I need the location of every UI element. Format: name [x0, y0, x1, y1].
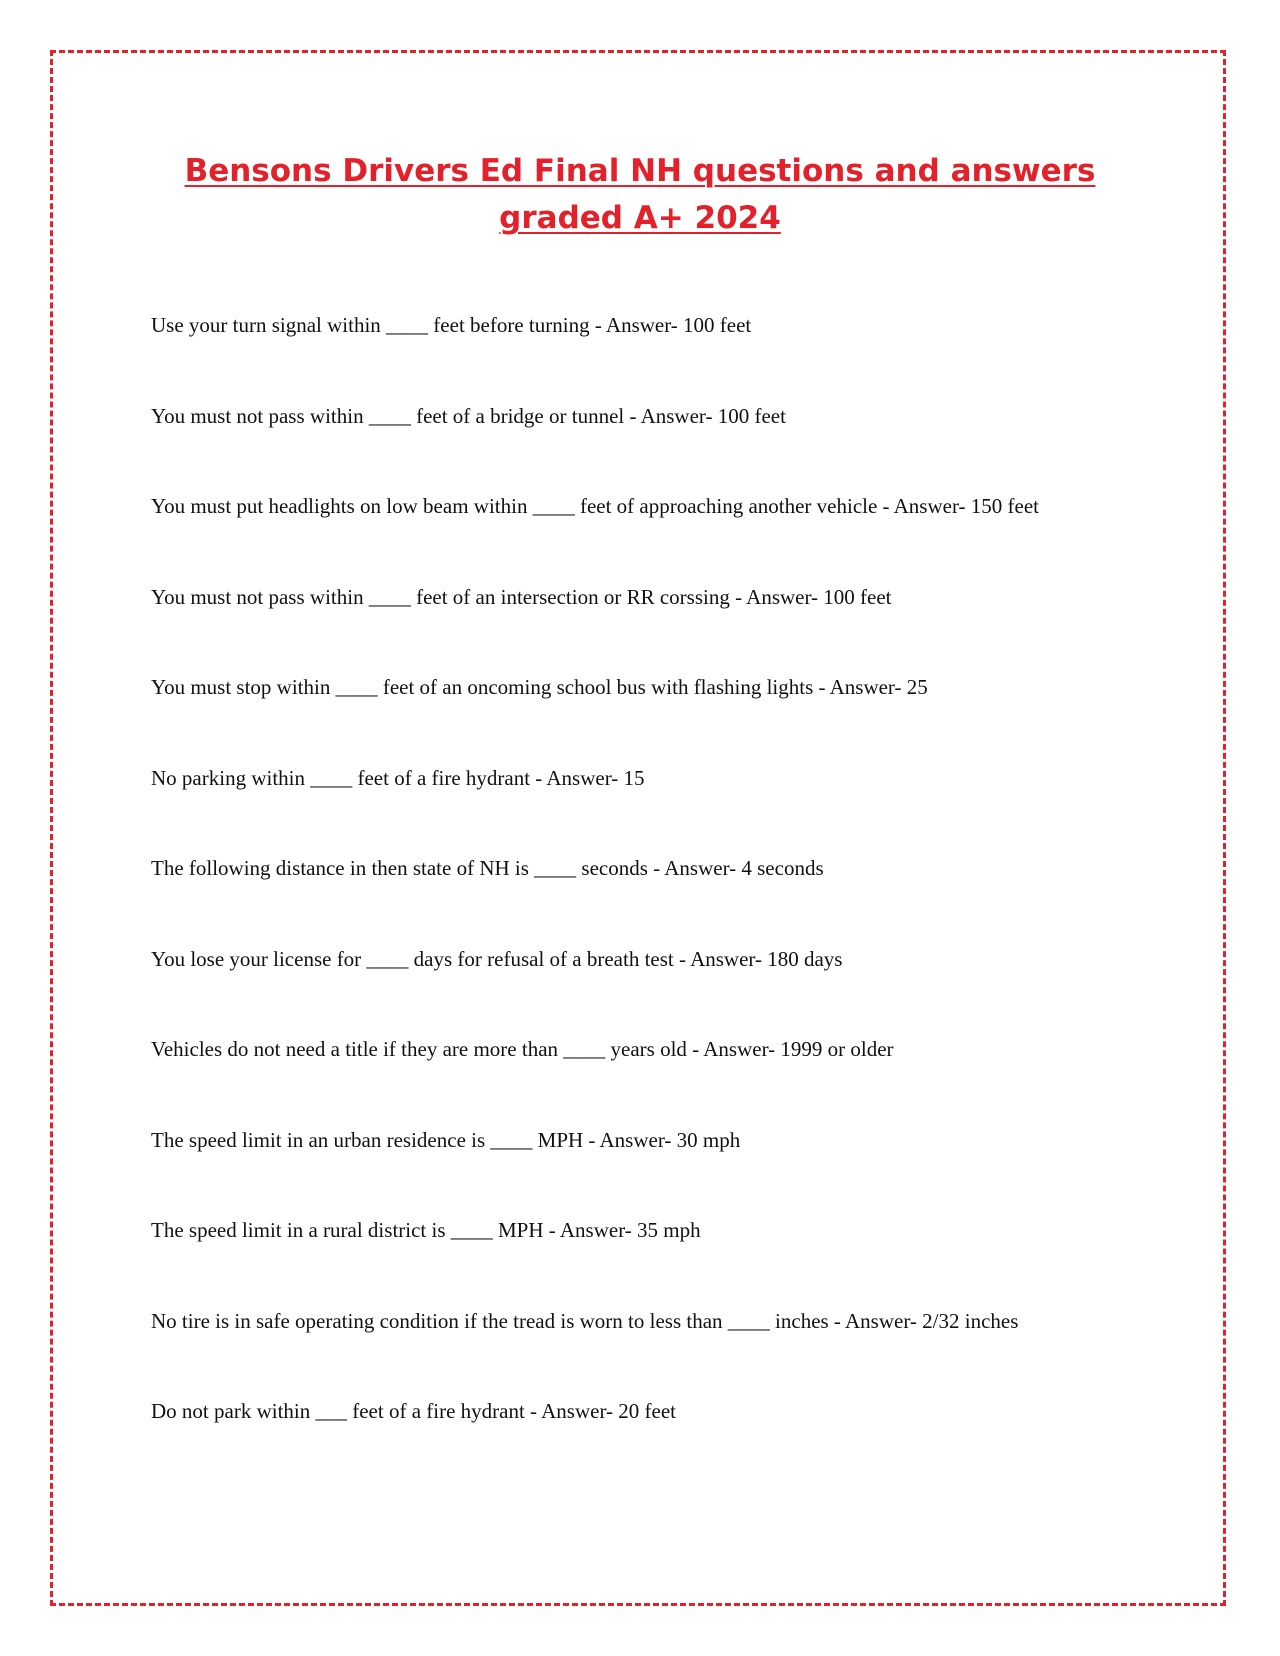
question-item: You must put headlights on low beam within ____ feet of approaching another vehicle - Answer- 150 feet — [151, 494, 1039, 518]
question-item: Do not park within ___ feet of a fire hydrant - Answer- 20 feet — [151, 1399, 676, 1423]
question-item: You lose your license for ____ days for refusal of a breath test - Answer- 180 days — [151, 946, 843, 971]
question-item: The speed limit in an urban residence is ____ MPH - Answer- 30 mph — [151, 1127, 741, 1152]
question-item: The following distance in then state of NH is ____ seconds - Answer- 4 seconds — [151, 856, 824, 880]
document-title: Bensons Drivers Ed Final NH questions and answers graded A+ 2024 — [184, 153, 1096, 236]
question-item: You must not pass within ____ feet of an intersection or RR corssing - Answer- 100 feet — [151, 584, 892, 609]
question-item: No tire is in safe operating condition if the tread is worn to less than ____ inches - Answer- 2/32 inches — [151, 1308, 1019, 1333]
question-item: No parking within ____ feet of a fire hydrant - Answer- 15 — [151, 765, 645, 790]
question-item: You must stop within ____ feet of an oncoming school bus with flashing lights - Answer- 25 — [151, 675, 928, 699]
question-list — [151, 312, 1151, 1489]
question-item: You must not pass within ____ feet of a bridge or tunnel - Answer- 100 feet — [151, 403, 786, 428]
question-item: The speed limit in a rural district is ____ MPH - Answer- 35 mph — [151, 1218, 701, 1242]
question-item: Use your turn signal within ____ feet before turning - Answer- 100 feet — [151, 313, 752, 337]
question-item: Vehicles do not need a title if they are more than ____ years old - Answer- 1999 or older — [151, 1037, 894, 1061]
